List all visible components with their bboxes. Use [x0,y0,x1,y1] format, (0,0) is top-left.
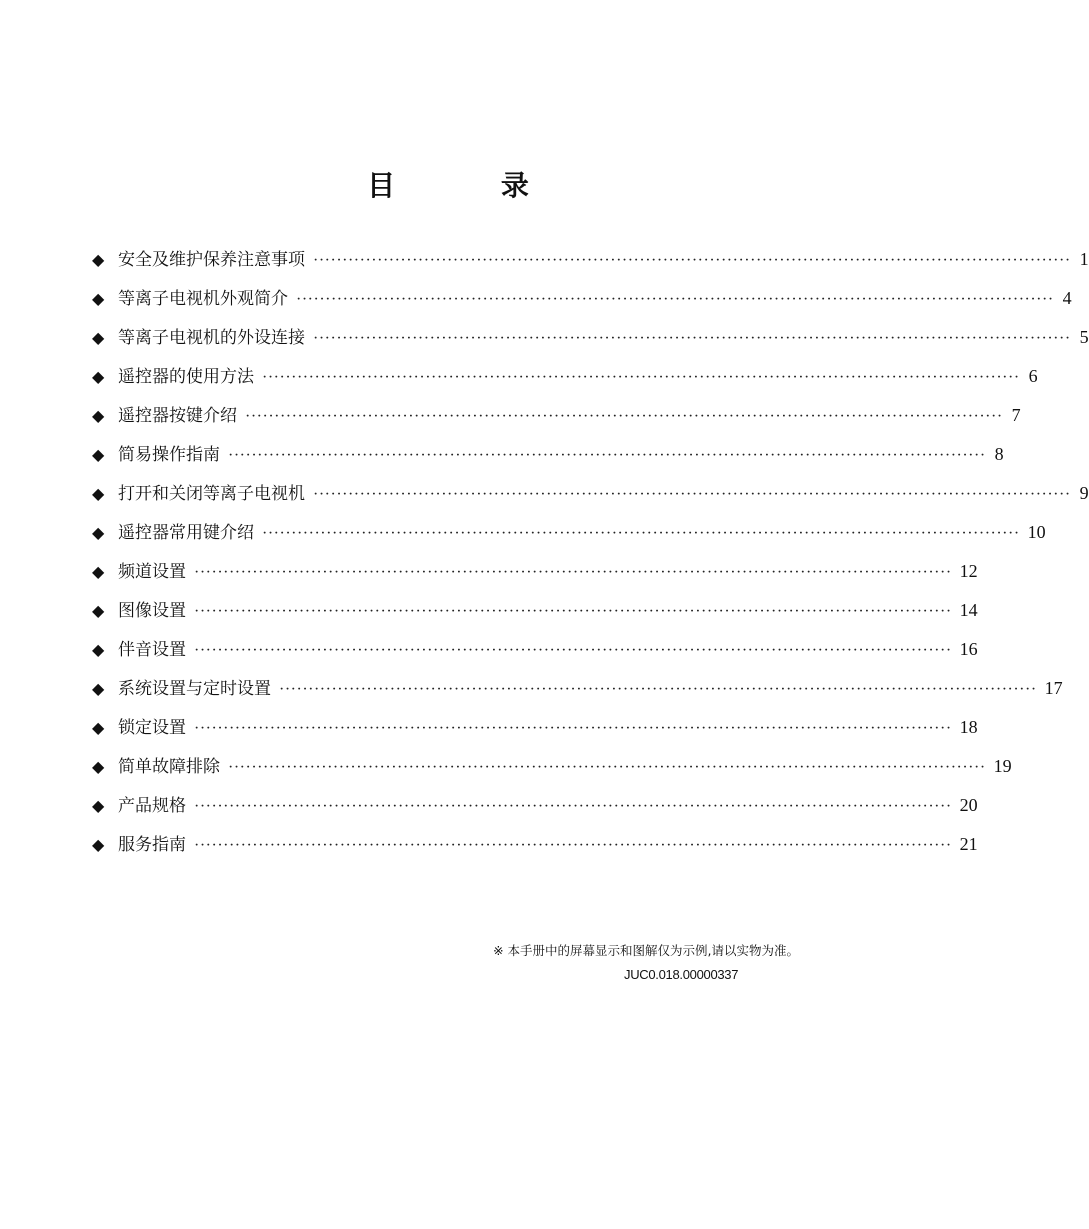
toc-page-number: 12 [959,561,978,581]
toc-entry-label: 打开和关闭等离子电视机 [118,484,305,504]
dot-leader: ·································································································································· [194,564,952,581]
toc-entry[interactable] [92,708,978,747]
toc-entry-label: 服务指南 [118,835,186,855]
diamond-bullet-icon: ◆ [92,562,105,581]
dot-leader: ·································································································································· [296,291,1054,308]
toc-entry[interactable] [92,240,1089,279]
toc-entry[interactable] [92,786,978,825]
dot-leader: ·································································································································· [313,330,1071,347]
dot-leader: ·································································································································· [194,720,952,737]
diamond-bullet-icon: ◆ [92,445,105,464]
toc-entry[interactable] [92,630,978,669]
diamond-bullet-icon: ◆ [92,367,105,386]
diamond-bullet-icon: ◆ [92,796,105,815]
toc-entry-label: 等离子电视机的外设连接 [118,328,305,348]
diamond-bullet-icon: ◆ [92,523,105,542]
toc-page-number: 19 [993,756,1012,776]
toc-entry[interactable] [92,396,1021,435]
toc-page-number: 14 [959,600,978,620]
toc-page-number: 7 [1011,405,1021,425]
toc-entry-label: 图像设置 [118,601,186,621]
dot-leader: ·································································································································· [194,642,952,659]
toc-entry-label: 伴音设置 [118,640,186,660]
toc-page-number: 18 [959,717,978,737]
toc-entry[interactable] [92,591,978,630]
disclaimer-note: ※ 本手册中的屏幕显示和图解仅为示例,请以实物为准。 [493,943,799,958]
diamond-bullet-icon: ◆ [92,406,105,425]
diamond-bullet-icon: ◆ [92,250,105,269]
toc-entry-label: 频道设置 [118,562,186,582]
diamond-bullet-icon: ◆ [92,640,105,659]
diamond-bullet-icon: ◆ [92,484,105,503]
toc-entry-label: 遥控器常用键介绍 [118,523,254,543]
diamond-bullet-icon: ◆ [92,835,105,854]
toc-page-number: 8 [994,444,1004,464]
dot-leader: ·································································································································· [279,681,1037,698]
diamond-bullet-icon: ◆ [92,289,105,308]
diamond-bullet-icon: ◆ [92,718,105,737]
toc-entry-label: 系统设置与定时设置 [118,679,271,699]
toc-page-number: 20 [959,795,978,815]
toc-entry-label: 产品规格 [118,796,186,816]
dot-leader: ·································································································································· [194,837,952,854]
toc-entry-label: 安全及维护保养注意事项 [118,250,305,270]
toc-entry[interactable] [92,669,1063,708]
dot-leader: ·································································································································· [313,486,1071,503]
dot-leader: ·································································································································· [262,369,1020,386]
toc-entry-label: 简单故障排除 [118,757,220,777]
toc-page-number: 9 [1079,483,1089,503]
diamond-bullet-icon: ◆ [92,679,105,698]
document-code: JUC0.018.00000337 [624,967,739,982]
toc-entry[interactable] [92,435,1004,474]
dot-leader: ·································································································································· [194,603,952,620]
diamond-bullet-icon: ◆ [92,601,105,620]
toc-page-number: 10 [1027,522,1046,542]
toc-entry[interactable] [92,552,978,591]
toc-entry[interactable] [92,513,1046,552]
toc-entry[interactable] [92,318,1089,357]
dot-leader: ·································································································································· [194,798,952,815]
page-title: 目 录 [367,169,577,202]
toc-entry-label: 遥控器的使用方法 [118,367,254,387]
dot-leader: ·································································································································· [262,525,1020,542]
toc-page-number: 6 [1028,366,1038,386]
toc-entry[interactable] [92,279,1072,318]
dot-leader: ·································································································································· [228,759,986,776]
diamond-bullet-icon: ◆ [92,757,105,776]
dot-leader: ·································································································································· [228,447,986,464]
toc-entry[interactable] [92,747,1012,786]
toc-entry-label: 等离子电视机外观简介 [118,289,288,309]
toc-entry[interactable] [92,825,978,864]
dot-leader: ·································································································································· [313,252,1071,269]
toc-page-number: 4 [1062,288,1072,308]
table-of-contents [92,240,1089,864]
toc-page-number: 1 [1079,249,1089,269]
dot-leader: ·································································································································· [245,408,1003,425]
toc-page-number: 21 [959,834,978,854]
toc-page-number: 5 [1079,327,1089,347]
toc-entry-label: 简易操作指南 [118,445,220,465]
diamond-bullet-icon: ◆ [92,328,105,347]
toc-entry-label: 锁定设置 [118,718,186,738]
toc-page-number: 17 [1044,678,1063,698]
toc-entry-label: 遥控器按键介绍 [118,406,237,426]
toc-entry[interactable] [92,474,1089,513]
toc-page-number: 16 [959,639,978,659]
toc-entry[interactable] [92,357,1038,396]
